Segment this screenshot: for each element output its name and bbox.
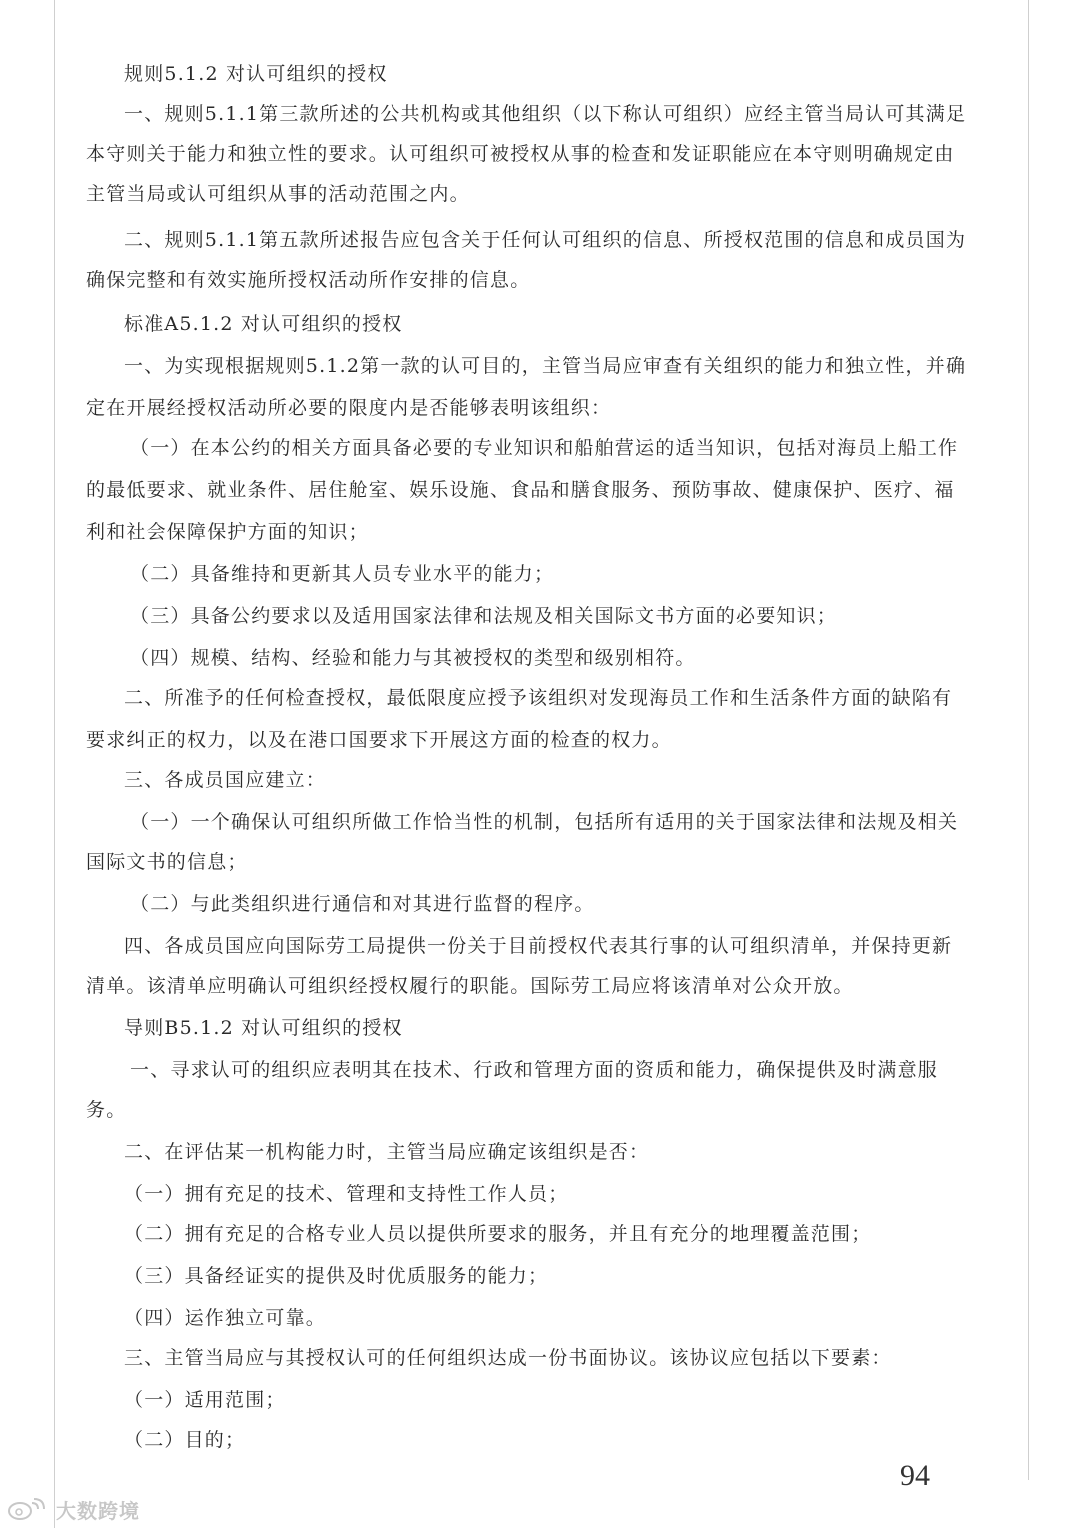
paragraph-line: 三、各成员国应建立： xyxy=(124,769,327,791)
watermark-text: 大数跨境 xyxy=(56,1498,140,1523)
left-margin-rule xyxy=(54,0,55,1528)
page-number: 94 xyxy=(900,1459,930,1492)
list-item: （二）与此类组织进行通信和对其进行监督的程序。 xyxy=(130,893,595,915)
guideline-heading: 导则B5.1.2 对认可组织的授权 xyxy=(124,1017,403,1039)
paragraph-line: 一、为实现根据规则5.1.2第一款的认可目的，主管当局应审查有关组织的能力和独立性，并确 xyxy=(124,355,967,377)
right-margin-rule xyxy=(1028,0,1029,1480)
watermark xyxy=(6,1494,140,1524)
list-item: （一）适用范围； xyxy=(124,1389,286,1411)
paragraph-line: 清单。该清单应明确认可组织经授权履行的职能。国际劳工局应将该清单对公众开放。 xyxy=(86,975,854,997)
list-item: （一）一个确保认可组织所做工作恰当性的机制，包括所有适用的关于国家法律和法规及相关 xyxy=(130,811,959,833)
paragraph-line: 一、寻求认可的组织应表明其在技术、行政和管理方面的资质和能力，确保提供及时满意服 xyxy=(130,1059,939,1081)
paragraph-line: 二、规则5.1.1第五款所述报告应包含关于任何认可组织的信息、所授权范围的信息和成员国为 xyxy=(124,229,967,251)
list-item: （二）目的； xyxy=(124,1429,246,1451)
rule-heading: 规则5.1.2 对认可组织的授权 xyxy=(124,63,388,85)
paragraph-line: 二、在评估某一机构能力时，主管当局应确定该组织是否： xyxy=(124,1141,650,1163)
paragraph-line: 要求纠正的权力，以及在港口国要求下开展这方面的检查的权力。 xyxy=(86,729,672,751)
list-item: （三）具备经证实的提供及时优质服务的能力； xyxy=(124,1265,549,1287)
paragraph-line: 三、主管当局应与其授权认可的任何组织达成一份书面协议。该协议应包括以下要素： xyxy=(124,1347,892,1369)
list-item: （二）拥有充足的合格专业人员以提供所要求的服务，并且有充分的地理覆盖范围； xyxy=(124,1223,872,1245)
paragraph-line: 四、各成员国应向国际劳工局提供一份关于目前授权代表其行事的认可组织清单，并保持更新 xyxy=(124,935,953,957)
paragraph-line: 的最低要求、就业条件、居住舱室、娱乐设施、食品和膳食服务、预防事故、健康保护、医疗、福 xyxy=(86,479,955,501)
paragraph-line: 本守则关于能力和独立性的要求。认可组织可被授权从事的检查和发证职能应在本守则明确规定由 xyxy=(86,143,955,165)
paragraph-line: 定在开展经授权活动所必要的限度内是否能够表明该组织： xyxy=(86,397,612,419)
paragraph-line: 务。 xyxy=(86,1099,127,1121)
paragraph-line: 一、规则5.1.1第三款所述的公共机构或其他组织（以下称认可组织）应经主管当局认可其满足 xyxy=(124,103,967,125)
paragraph-line: 主管当局或认可组织从事的活动范围之内。 xyxy=(86,183,470,205)
list-item: （一）拥有充足的技术、管理和支持性工作人员； xyxy=(124,1183,569,1205)
paragraph-line: 确保完整和有效实施所授权活动所作安排的信息。 xyxy=(86,269,531,291)
paragraph-line: 国际文书的信息； xyxy=(86,851,248,873)
paragraph-line: 二、所准予的任何检查授权，最低限度应授予该组织对发现海员工作和生活条件方面的缺陷有 xyxy=(124,687,953,709)
list-item: （二）具备维持和更新其人员专业水平的能力； xyxy=(130,563,555,585)
list-item: （一）在本公约的相关方面具备必要的专业知识和船舶营运的适当知识，包括对海员上船工作 xyxy=(130,437,959,459)
list-item: （四）规模、结构、经验和能力与其被授权的类型和级别相符。 xyxy=(130,647,696,669)
weibo-logo-icon xyxy=(6,1497,50,1521)
paragraph-line: 利和社会保障保护方面的知识； xyxy=(86,521,369,543)
standard-heading: 标准A5.1.2 对认可组织的授权 xyxy=(124,313,403,335)
list-item: （四）运作独立可靠。 xyxy=(124,1307,327,1329)
list-item: （三）具备公约要求以及适用国家法律和法规及相关国际文书方面的必要知识； xyxy=(130,605,838,627)
